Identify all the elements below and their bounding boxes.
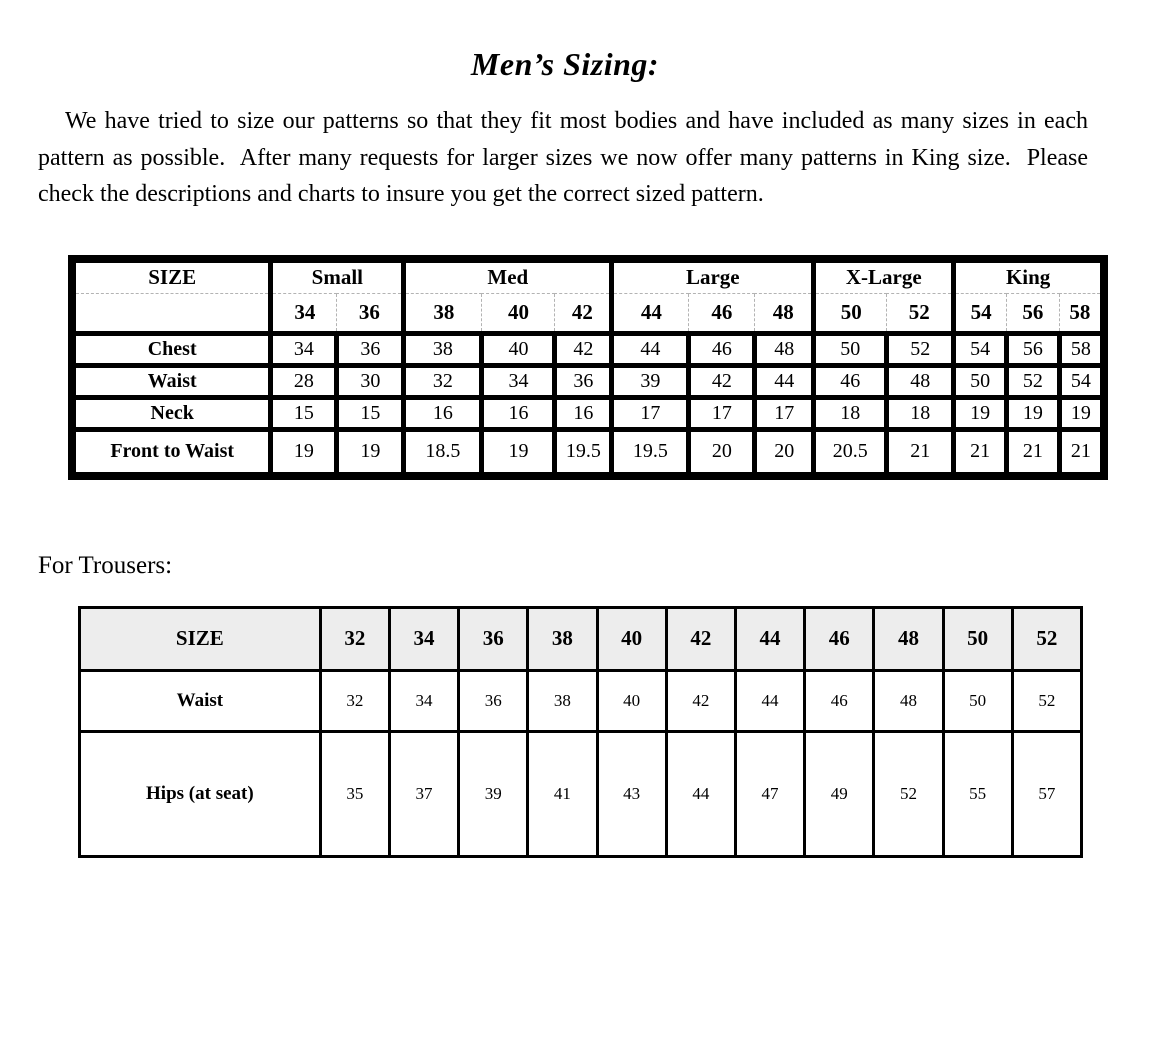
size-corner-label: SIZE bbox=[72, 259, 271, 294]
size-header-cell: 36 bbox=[337, 294, 404, 334]
row-label: Chest bbox=[72, 334, 271, 366]
trousers-size-header: 44 bbox=[735, 607, 804, 670]
size-value-cell: 58 bbox=[1059, 334, 1104, 366]
size-corner-empty bbox=[72, 294, 271, 334]
trousers-value-cell: 34 bbox=[389, 670, 458, 731]
trousers-value-cell: 46 bbox=[805, 670, 874, 731]
trousers-value-cell: 39 bbox=[459, 731, 528, 856]
trousers-header bbox=[80, 607, 1082, 670]
table-row bbox=[72, 366, 1104, 398]
size-value-cell: 16 bbox=[555, 398, 612, 430]
size-value-cell: 18 bbox=[814, 398, 887, 430]
size-value-cell: 52 bbox=[1007, 366, 1060, 398]
row-label: Neck bbox=[72, 398, 271, 430]
size-group-header: Small bbox=[271, 259, 404, 294]
size-value-cell: 46 bbox=[814, 366, 887, 398]
size-header-cell: 46 bbox=[689, 294, 755, 334]
size-value-cell: 52 bbox=[887, 334, 954, 366]
trousers-value-cell: 42 bbox=[666, 670, 735, 731]
mens-sizing-body bbox=[72, 334, 1104, 476]
size-value-cell: 39 bbox=[612, 366, 689, 398]
trousers-size-header: 32 bbox=[320, 607, 389, 670]
trousers-heading: For Trousers: bbox=[38, 551, 173, 579]
trousers-size-header: 38 bbox=[528, 607, 597, 670]
size-value-cell: 36 bbox=[337, 334, 404, 366]
size-value-cell: 19 bbox=[337, 430, 404, 476]
size-header-cell: 48 bbox=[755, 294, 814, 334]
size-value-cell: 54 bbox=[954, 334, 1007, 366]
size-value-cell: 19 bbox=[954, 398, 1007, 430]
size-value-cell: 15 bbox=[337, 398, 404, 430]
trousers-value-cell: 44 bbox=[735, 670, 804, 731]
size-header-cell: 38 bbox=[404, 294, 482, 334]
size-value-cell: 19.5 bbox=[612, 430, 689, 476]
size-value-cell: 54 bbox=[1059, 366, 1104, 398]
trousers-size-header: 50 bbox=[943, 607, 1012, 670]
page-title: Men’s Sizing: bbox=[470, 46, 660, 82]
size-value-cell: 40 bbox=[482, 334, 555, 366]
trousers-value-cell: 52 bbox=[1012, 670, 1081, 731]
size-header-cell: 52 bbox=[887, 294, 954, 334]
size-group-header: King bbox=[954, 259, 1104, 294]
mens-sizing-header bbox=[72, 259, 1104, 334]
trousers-size-header: 46 bbox=[805, 607, 874, 670]
size-value-cell: 17 bbox=[689, 398, 755, 430]
size-value-cell: 17 bbox=[612, 398, 689, 430]
trousers-value-cell: 43 bbox=[597, 731, 666, 856]
size-header-cell: 50 bbox=[814, 294, 887, 334]
trousers-size-header: 34 bbox=[389, 607, 458, 670]
trousers-value-cell: 57 bbox=[1012, 731, 1081, 856]
trousers-value-cell: 37 bbox=[389, 731, 458, 856]
row-label: Waist bbox=[80, 670, 321, 731]
size-number-row bbox=[72, 294, 1104, 334]
trousers-size-header: 42 bbox=[666, 607, 735, 670]
row-label: Waist bbox=[72, 366, 271, 398]
group-header-row bbox=[72, 259, 1104, 294]
trousers-header-row bbox=[80, 607, 1082, 670]
size-value-cell: 56 bbox=[1007, 334, 1060, 366]
size-header-cell: 56 bbox=[1007, 294, 1060, 334]
table-row bbox=[72, 398, 1104, 430]
size-value-cell: 19.5 bbox=[555, 430, 612, 476]
trousers-value-cell: 52 bbox=[874, 731, 943, 856]
size-value-cell: 18.5 bbox=[404, 430, 482, 476]
trousers-value-cell: 44 bbox=[666, 731, 735, 856]
trousers-value-cell: 40 bbox=[597, 670, 666, 731]
size-value-cell: 17 bbox=[755, 398, 814, 430]
size-value-cell: 50 bbox=[954, 366, 1007, 398]
trousers-size-header: 52 bbox=[1012, 607, 1081, 670]
size-value-cell: 20 bbox=[755, 430, 814, 476]
size-value-cell: 21 bbox=[1007, 430, 1060, 476]
size-value-cell: 34 bbox=[271, 334, 337, 366]
size-value-cell: 32 bbox=[404, 366, 482, 398]
trousers-value-cell: 50 bbox=[943, 670, 1012, 731]
size-value-cell: 18 bbox=[887, 398, 954, 430]
size-header-cell: 58 bbox=[1059, 294, 1104, 334]
size-header-cell: 42 bbox=[555, 294, 612, 334]
size-group-header: X-Large bbox=[814, 259, 954, 294]
trousers-value-cell: 36 bbox=[459, 670, 528, 731]
size-value-cell: 19 bbox=[271, 430, 337, 476]
size-header-cell: 40 bbox=[482, 294, 555, 334]
trousers-value-cell: 49 bbox=[805, 731, 874, 856]
size-value-cell: 48 bbox=[887, 366, 954, 398]
size-value-cell: 44 bbox=[755, 366, 814, 398]
size-value-cell: 19 bbox=[1059, 398, 1104, 430]
trousers-table bbox=[78, 606, 1083, 858]
size-value-cell: 30 bbox=[337, 366, 404, 398]
size-header-cell: 54 bbox=[954, 294, 1007, 334]
size-value-cell: 15 bbox=[271, 398, 337, 430]
trousers-value-cell: 41 bbox=[528, 731, 597, 856]
table-row bbox=[80, 670, 1082, 731]
size-group-header: Large bbox=[612, 259, 814, 294]
size-value-cell: 38 bbox=[404, 334, 482, 366]
size-header-cell: 34 bbox=[271, 294, 337, 334]
size-group-header: Med bbox=[404, 259, 612, 294]
trousers-value-cell: 48 bbox=[874, 670, 943, 731]
size-value-cell: 42 bbox=[555, 334, 612, 366]
size-value-cell: 46 bbox=[689, 334, 755, 366]
size-value-cell: 21 bbox=[887, 430, 954, 476]
trousers-value-cell: 32 bbox=[320, 670, 389, 731]
trousers-value-cell: 55 bbox=[943, 731, 1012, 856]
trousers-corner-label: SIZE bbox=[80, 607, 321, 670]
size-value-cell: 16 bbox=[404, 398, 482, 430]
document-page bbox=[0, 46, 1160, 1051]
row-label: Hips (at seat) bbox=[80, 731, 321, 856]
size-value-cell: 36 bbox=[555, 366, 612, 398]
table-row bbox=[72, 430, 1104, 476]
size-header-cell: 44 bbox=[612, 294, 689, 334]
size-value-cell: 42 bbox=[689, 366, 755, 398]
size-value-cell: 19 bbox=[482, 430, 555, 476]
size-value-cell: 28 bbox=[271, 366, 337, 398]
size-value-cell: 48 bbox=[755, 334, 814, 366]
mens-sizing-table bbox=[68, 255, 1108, 480]
intro-paragraph: We have tried to size our patterns so that they fit most bodies and have included as many sizes in each pattern as possible. After many requests for larger sizes we now offer many patterns in King size. Please check the descriptions and charts to insure you get the correct sized pattern. bbox=[38, 108, 1094, 207]
size-value-cell: 34 bbox=[482, 366, 555, 398]
mens-sizing-table-wrap bbox=[68, 255, 1160, 480]
size-value-cell: 44 bbox=[612, 334, 689, 366]
size-value-cell: 20.5 bbox=[814, 430, 887, 476]
row-label: Front to Waist bbox=[72, 430, 271, 476]
size-value-cell: 21 bbox=[1059, 430, 1104, 476]
size-value-cell: 19 bbox=[1007, 398, 1060, 430]
size-value-cell: 50 bbox=[814, 334, 887, 366]
trousers-value-cell: 35 bbox=[320, 731, 389, 856]
size-value-cell: 20 bbox=[689, 430, 755, 476]
size-value-cell: 21 bbox=[954, 430, 1007, 476]
table-row bbox=[72, 334, 1104, 366]
size-value-cell: 16 bbox=[482, 398, 555, 430]
trousers-body bbox=[80, 670, 1082, 856]
trousers-size-header: 48 bbox=[874, 607, 943, 670]
table-row bbox=[80, 731, 1082, 856]
trousers-size-header: 40 bbox=[597, 607, 666, 670]
trousers-value-cell: 47 bbox=[735, 731, 804, 856]
trousers-size-header: 36 bbox=[459, 607, 528, 670]
trousers-value-cell: 38 bbox=[528, 670, 597, 731]
